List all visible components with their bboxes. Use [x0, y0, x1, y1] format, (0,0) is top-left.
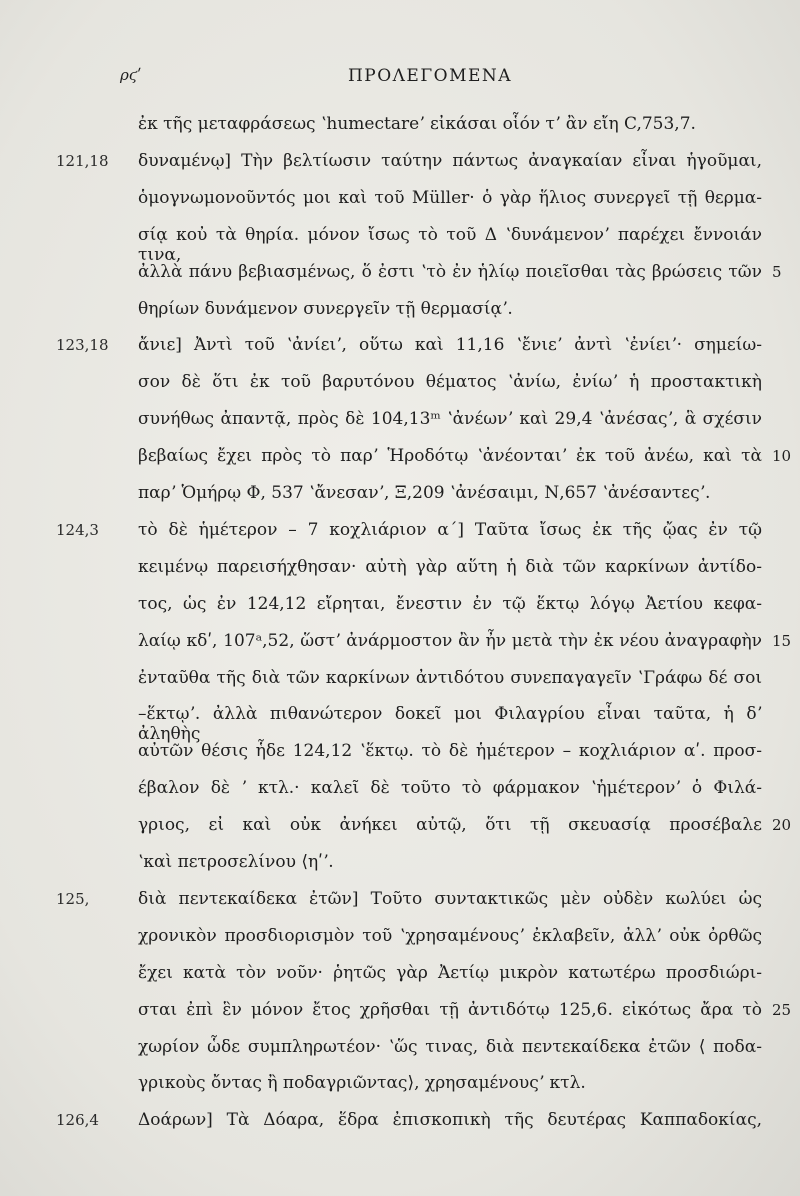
margin-line-number: 5: [772, 263, 782, 281]
margin-line-number: 10: [772, 447, 792, 465]
text-line: συνήθως ἀπαντᾷ, πρὸς δὲ 104,13ᵐ ʽἀνέωνʼ καὶ 29,4 ʽἀνέσαςʼ, ἃ σχέσιν: [138, 409, 762, 429]
line-reference: 125,: [56, 890, 90, 908]
text-line: κειμένῳ παρεισήχθησαν· αὐτὴ γὰρ αὕτη ἡ διὰ τῶν καρκίνων ἀντίδο-: [138, 557, 762, 577]
text-line: αὐτῶν θέσις ἧδε 124,12 ʽἕκτῳ. τὸ δὲ ἡμέτερον – κοχλιάριον αʹ. προσ-: [138, 741, 762, 761]
text-line: ἄνιε] Ἀντὶ τοῦ ʽἀνίειʼ, οὕτω καὶ 11,16 ʽἔνιεʼ ἀντὶ ʽἐνίειʼ· σημείω-: [138, 335, 762, 355]
text-line: γριος, εἰ καὶ οὐκ ἀνήκει αὐτῷ, ὅτι τῇ σκευασίᾳ προσέβαλε: [138, 815, 762, 835]
text-line: ἔχει κατὰ τὸν νοῦν· ῥητῶς γὰρ Ἀετίῳ μικρὸν κατωτέρω προσδιώρι-: [138, 963, 762, 983]
text-line: τὸ δὲ ἡμέτερον – 7 κοχλιάριον α΄] Ταῦτα ἴσως ἐκ τῆς ᾤας ἐν τῷ: [138, 520, 762, 540]
text-line: θηρίων δυνάμενον συνεργεῖν τῇ θερμασίᾳʼ.: [138, 299, 513, 319]
text-line: σται ἐπὶ ἓν μόνον ἔτος χρῆσθαι τῇ ἀντιδότῳ 125,6. εἰκότως ἄρα τὸ: [138, 1000, 762, 1020]
line-reference: 124,3: [56, 521, 99, 539]
text-line: ʽκαὶ πετροσελίνου ⟨ηʹʼ.: [138, 852, 334, 872]
text-line: έβαλον δὲ ʼ κτλ.· καλεῖ δὲ τοῦτο τὸ φάρμακον ʽἡμέτερονʼ ὁ Φιλά-: [138, 778, 762, 798]
page-number: ρϛʹ: [120, 66, 142, 84]
text-line: ὁμογνωμονοῦντός μοι καὶ τοῦ Müller· ὁ γὰρ ἥλιος συνεργεῖ τῇ θερμα-: [138, 188, 762, 208]
text-line: τος, ὡς ἐν 124,12 εἴρηται, ἔνεστιν ἐν τῷ ἕκτῳ λόγῳ Ἀετίου κεφα-: [138, 594, 762, 614]
text-line: ἀλλὰ πάνυ βεβιασμένως, ὅ ἐστι ʽτὸ ἐν ἡλίῳ ποιεῖσθαι τὰς βρώσεις τῶν: [138, 262, 762, 282]
text-line: δυναμένῳ] Τὴν βελτίωσιν ταύτην πάντως ἀναγκαίαν εἶναι ἡγοῦμαι,: [138, 151, 762, 171]
text-line: ἐκ τῆς μεταφράσεως ʽhumectareʼ εἰκάσαι οἷόν τʼ ἂν εἴη C,753,7.: [138, 114, 696, 134]
line-reference: 121,18: [56, 152, 109, 170]
text-line: γρικοὺς ὄντας ἢ ποδαγριῶντας⟩, χρησαμένουςʼ κτλ.: [138, 1073, 586, 1093]
text-line: βεβαίως ἔχει πρὸς τὸ παρʼ Ἡροδότῳ ʽἀνέονταιʼ ἐκ τοῦ ἀνέω, καὶ τὰ: [138, 446, 762, 466]
text-line: παρʼ Ὁμήρῳ Φ, 537 ʽἄνεσανʼ, Ξ,209 ʽἀνέσαιμι, Ν,657 ʽἀνέσαντεςʼ.: [138, 483, 711, 503]
text-line: χρονικὸν προσδιορισμὸν τοῦ ʽχρησαμένουςʼ ἐκλαβεῖν, ἀλλʼ οὐκ ὀρθῶς: [138, 926, 762, 946]
text-line: –ἕκτῳʼ. ἀλλὰ πιθανώτερον δοκεῖ μοι Φιλαγρίου εἶναι ταῦτα, ἡ δʼ ἀληθὴς: [138, 704, 762, 744]
margin-line-number: 20: [772, 816, 792, 834]
text-line: σίᾳ κοὐ τὰ θηρία. μόνον ἴσως τὸ τοῦ Δ ʽδυνάμενονʼ παρέχει ἔννοιάν τινα,: [138, 225, 762, 265]
text-line: λαίῳ κδʹ, 107ᵃ,52, ὥστʼ ἀνάρμοστον ἂν ἦν μετὰ τὴν ἐκ νέου ἀναγραφὴν: [138, 631, 762, 651]
text-line: διὰ πεντεκαίδεκα ἐτῶν] Τοῦτο συντακτικῶς μὲν οὐδὲν κωλύει ὡς: [138, 889, 762, 909]
running-head: ΠΡΟΛΕΓΟΜΕΝΑ: [347, 66, 513, 86]
text-line: ἐνταῦθα τῆς διὰ τῶν καρκίνων ἀντιδότου συνεπαγαγεῖν ʽΓράφω δέ σοι: [138, 668, 762, 688]
text-line: σον δὲ ὅτι ἐκ τοῦ βαρυτόνου θέματος ʽἀνίω, ἐνίωʼ ἡ προστακτικὴ: [138, 372, 762, 392]
line-reference: 126,4: [56, 1111, 99, 1129]
margin-line-number: 15: [772, 632, 792, 650]
text-line: χωρίον ὧδε συμπληρωτέον· ʽὥς τινας, διὰ πεντεκαίδεκα ἐτῶν ⟨ ποδα-: [138, 1037, 762, 1057]
text-line: Δοάρων] Τὰ Δόαρα, ἕδρα ἐπισκοπικὴ τῆς δευτέρας Καππαδοκίας,: [138, 1110, 762, 1130]
line-reference: 123,18: [56, 336, 109, 354]
margin-line-number: 25: [772, 1001, 792, 1019]
